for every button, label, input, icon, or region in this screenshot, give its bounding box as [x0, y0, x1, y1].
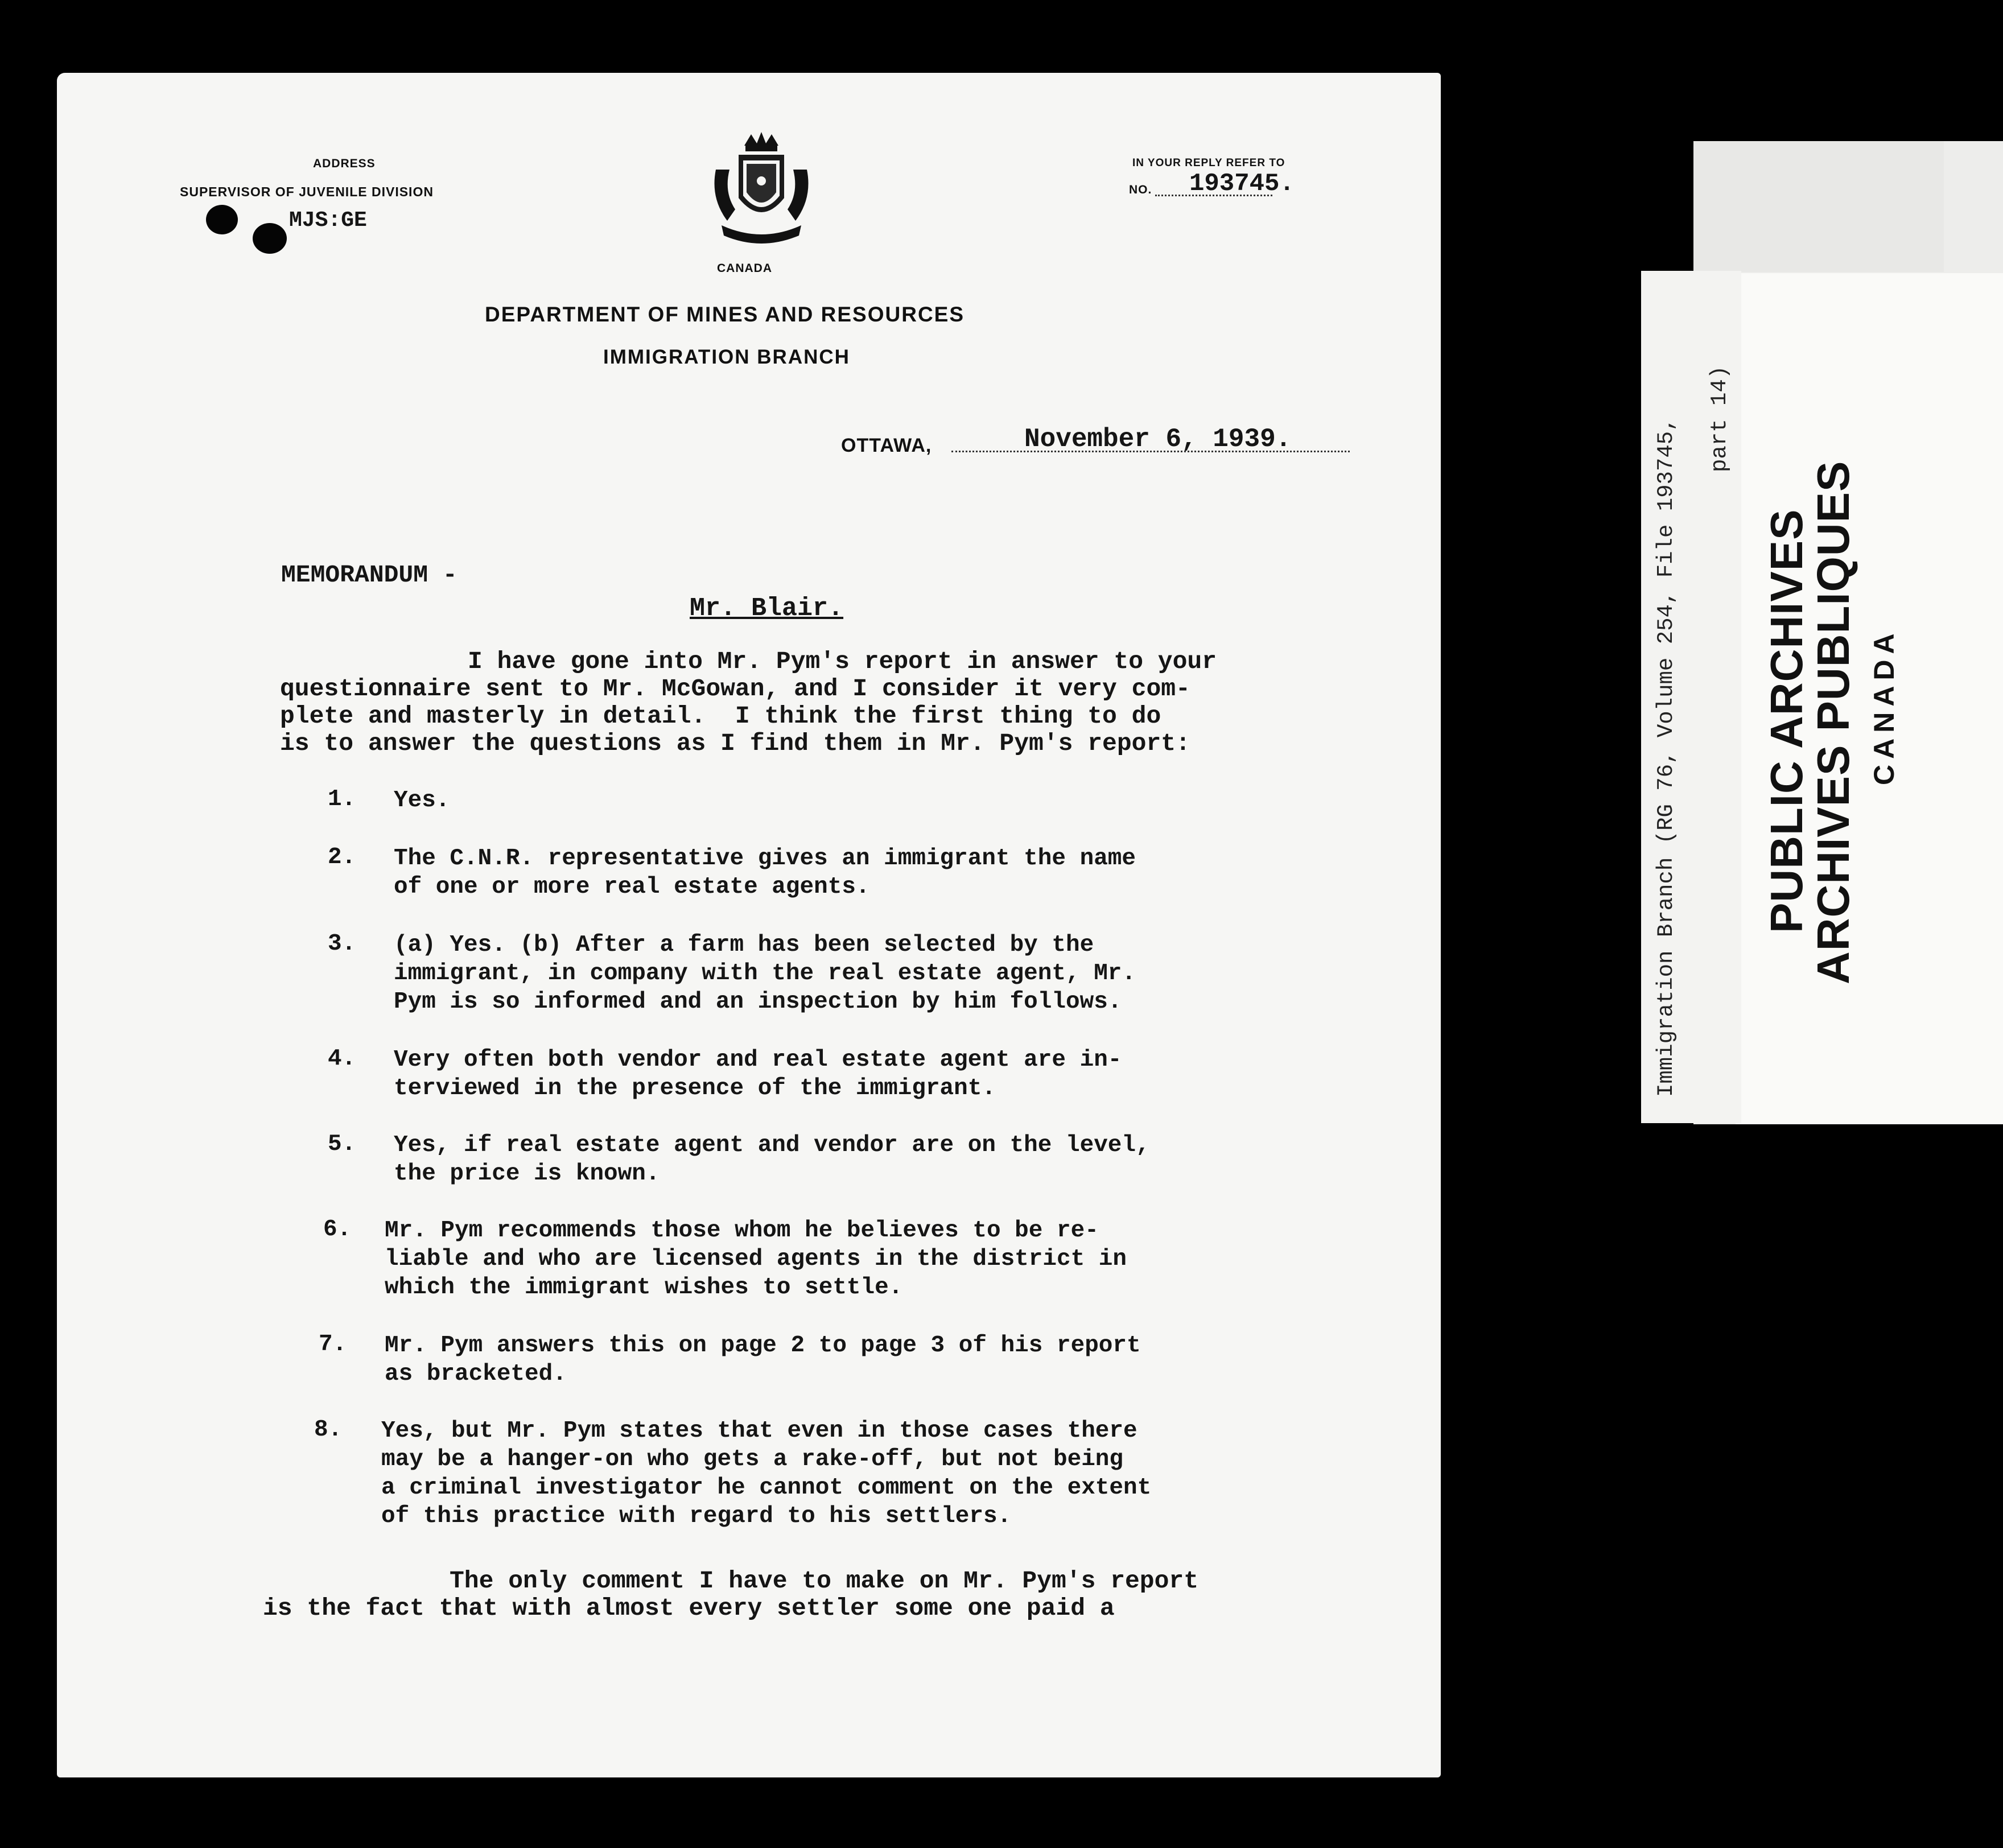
item-line: of this practice with regard to his settlers.	[381, 1503, 1012, 1529]
address-label: ADDRESS	[313, 157, 376, 170]
archive-label-line: Immigration Branch (RG 76, Volume 254, File 193745,	[1654, 418, 1679, 1097]
item-line: Mr. Pym answers this on page 2 to page 3 of his report	[385, 1333, 1141, 1359]
item-line: immigrant, in company with the real estate agent, Mr.	[394, 960, 1136, 987]
ink-blot	[206, 205, 238, 234]
archive-stamp-line: ARCHIVES PUBLIQUES	[1808, 460, 1858, 984]
item-number: 1.	[328, 786, 356, 812]
item-line: may be a hanger-on who gets a rake-off, but not being	[381, 1446, 1124, 1472]
item-line: Yes, if real estate agent and vendor are on the level,	[394, 1132, 1150, 1158]
item-number: 7.	[319, 1331, 347, 1358]
memo-addressee: Mr. Blair.	[690, 594, 844, 623]
item-line: Pym is so informed and an inspection by him follows.	[394, 989, 1122, 1015]
item-number: 5.	[328, 1131, 356, 1157]
item-line: Yes.	[394, 787, 450, 814]
document-page	[57, 73, 1441, 1777]
item-line: terviewed in the presence of the immigrant.	[394, 1075, 996, 1102]
address-title: SUPERVISOR OF JUVENILE DIVISION	[180, 184, 434, 199]
item-number: 4.	[328, 1046, 356, 1072]
item-number: 8.	[314, 1417, 343, 1443]
department-name: DEPARTMENT OF MINES AND RESOURCES	[485, 303, 965, 326]
item-line: Yes, but Mr. Pym states that even in those cases there	[381, 1418, 1137, 1444]
intro-line: I have gone into Mr. Pym's report in answer to your	[468, 647, 1217, 675]
item-number: 6.	[323, 1216, 352, 1243]
item-line: liable and who are licensed agents in the district in	[385, 1246, 1127, 1272]
coat-of-arms-icon	[704, 130, 818, 255]
item-line: (a) Yes. (b) After a farm has been selected by the	[394, 932, 1094, 958]
ink-blot	[253, 223, 287, 254]
archive-label-line: part 14)	[1707, 365, 1732, 472]
item-number: 2.	[328, 844, 356, 871]
intro-line: is to answer the questions as I find them in Mr. Pym's report:	[280, 729, 1190, 757]
city-label: OTTAWA,	[841, 435, 932, 456]
initials: MJS:GE	[289, 208, 367, 233]
item-line: as bracketed.	[385, 1361, 567, 1387]
item-line: of one or more real estate agents.	[394, 874, 870, 900]
item-line: Mr. Pym recommends those whom he believes to be re-	[385, 1218, 1099, 1244]
intro-line: questionnaire sent to Mr. McGowan, and I consider it very com-	[280, 675, 1190, 703]
item-line: which the immigrant wishes to settle.	[385, 1274, 903, 1301]
archive-stamp-line: CANADA	[1868, 628, 1900, 785]
archive-stamp-line: PUBLIC ARCHIVES	[1761, 509, 1812, 933]
item-line: a criminal investigator he cannot comment on the extent	[381, 1475, 1152, 1501]
file-number: 193745.	[1189, 170, 1295, 198]
reply-reference-label: IN YOUR REPLY REFER TO	[1132, 157, 1285, 169]
item-line: Very often both vendor and real estate agent are in-	[394, 1047, 1122, 1073]
item-line: The C.N.R. representative gives an immigrant the name	[394, 845, 1136, 872]
item-line: the price is known.	[394, 1161, 660, 1187]
letter-date: November 6, 1939.	[1024, 424, 1292, 454]
closing-line: The only comment I have to make on Mr. Pym's report	[450, 1567, 1199, 1595]
intro-line: plete and masterly in detail. I think the first thing to do	[280, 702, 1161, 730]
number-label: NO.	[1129, 183, 1152, 196]
memo-heading: MEMORANDUM -	[281, 561, 458, 589]
crest-label: CANADA	[717, 262, 772, 275]
branch-name: IMMIGRATION BRANCH	[603, 346, 850, 368]
closing-line: is the fact that with almost every settler some one paid a	[263, 1594, 1115, 1622]
archive-card-tab	[1693, 141, 1944, 272]
item-number: 3.	[328, 931, 356, 957]
